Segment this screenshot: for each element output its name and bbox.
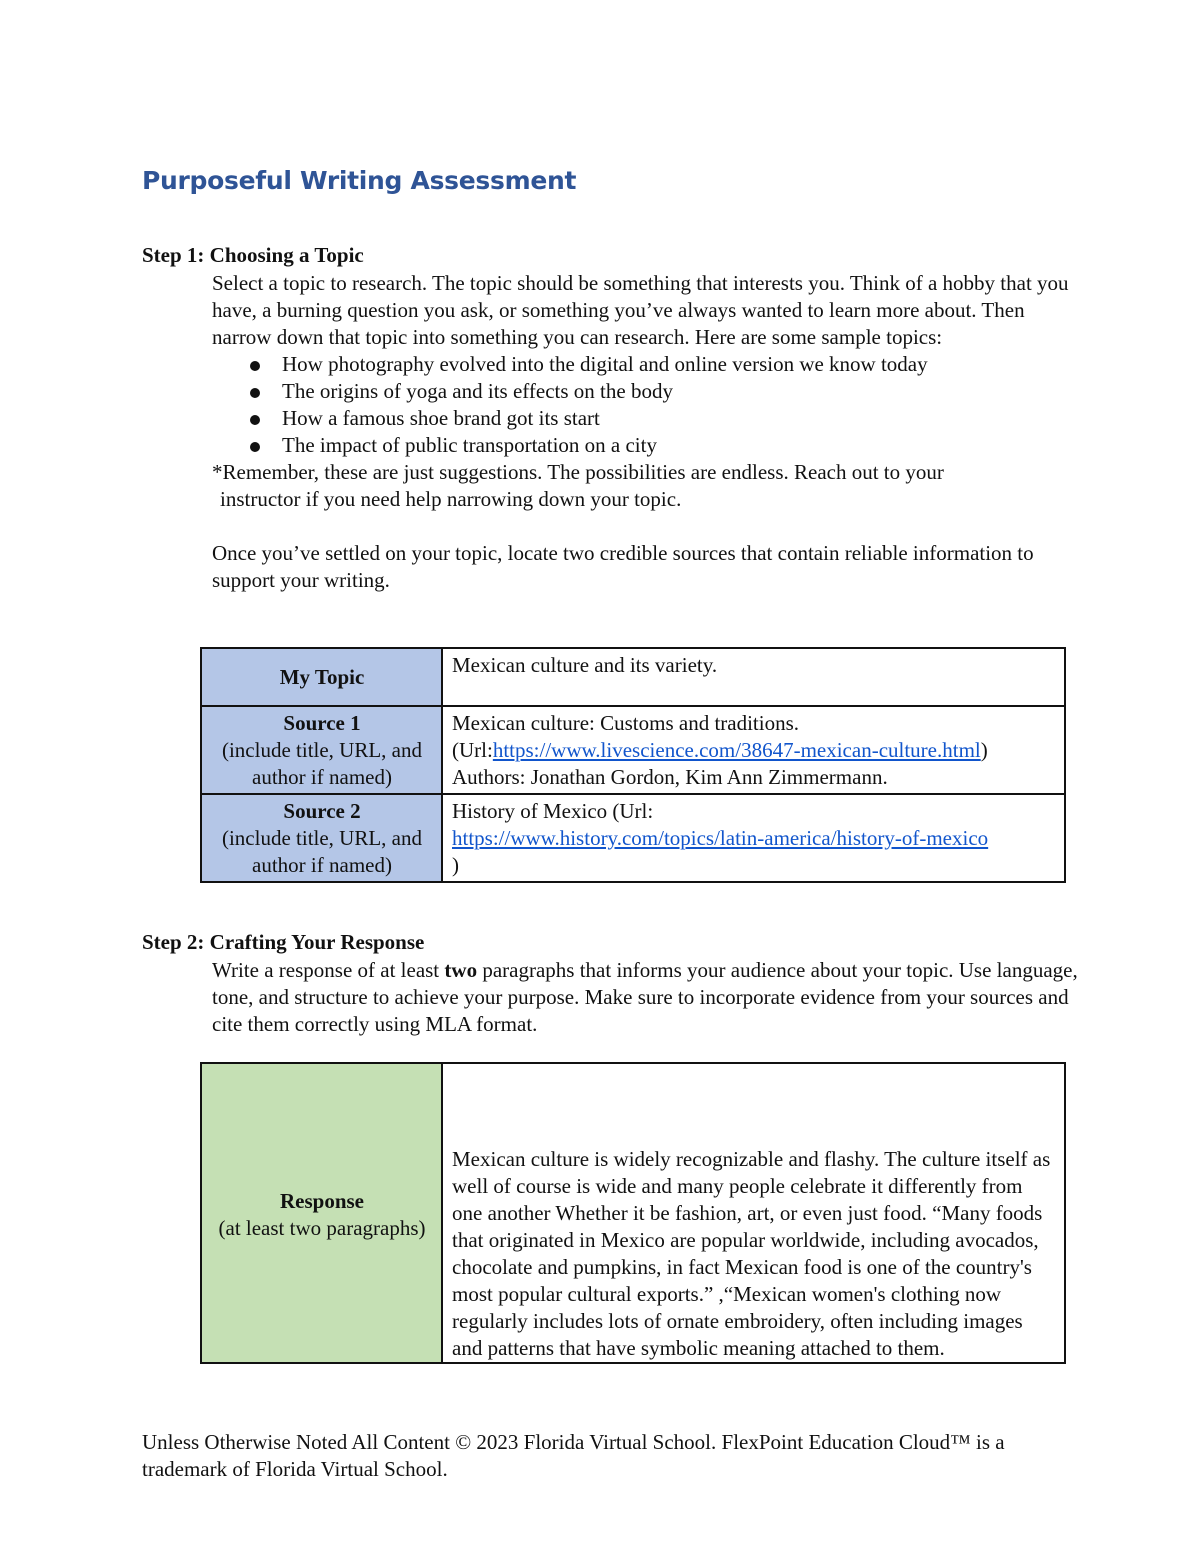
source2-label: Source 2 xyxy=(283,799,361,823)
source1-authors: Authors: Jonathan Gordon, Kim Ann Zimmermann. xyxy=(452,765,888,789)
topic-value: Mexican culture and its variety. xyxy=(452,653,718,677)
response-label-cell xyxy=(201,1063,442,1363)
source2-value-cell[interactable] xyxy=(442,794,1065,882)
step2-instructions xyxy=(212,957,1082,1038)
table-row xyxy=(201,706,1065,794)
list-item-text: The impact of public transportation on a city xyxy=(282,433,657,457)
sources-table xyxy=(200,647,1066,883)
note-line-1: *Remember, these are just suggestions. The possibilities are endless. Reach out to your xyxy=(212,460,944,484)
source2-sublabel: (include title, URL, and author if named) xyxy=(221,826,423,877)
bullet-icon xyxy=(250,415,260,425)
source2-title: History of Mexico (Url: xyxy=(452,799,654,823)
table-row xyxy=(201,794,1065,882)
source1-label-cell xyxy=(201,706,442,794)
source1-value-cell[interactable] xyxy=(442,706,1065,794)
source2-suffix: ) xyxy=(452,853,459,877)
table-row xyxy=(201,648,1065,706)
step2-text-bold: two xyxy=(444,958,478,982)
note-line-2: instructor if you need help narrowing down your topic. xyxy=(220,487,682,511)
page-title: Purposeful Writing Assessment xyxy=(142,166,577,195)
step1-intro: Select a topic to research. The topic should be something that interests you. Think of a hobby that you have, a burning question you ask, or something you’ve always wanted to learn more about. Then narrow down that topic into something you can research. Here are some sample topics: xyxy=(212,271,1069,349)
topic-value-cell[interactable] xyxy=(442,648,1065,706)
step2-text-before: Write a response of at least xyxy=(212,958,445,982)
topic-label-cell xyxy=(201,648,442,706)
source1-sublabel: (include title, URL, and author if named) xyxy=(221,738,423,789)
step2-heading: Step 2: Crafting Your Response xyxy=(142,930,425,954)
step1-body xyxy=(212,270,1082,594)
list-item xyxy=(212,432,1082,459)
step2-text-after: paragraphs that informs your audience about your topic. Use language, tone, and structure to achieve your purpose. Make sure to incorporate evidence from your sources and cite them correctly using MLA format. xyxy=(212,958,1078,1036)
source1-url-link[interactable]: https://www.livescience.com/38647-mexican-culture.html xyxy=(492,738,981,762)
spacer xyxy=(212,513,1082,540)
step2-body xyxy=(212,957,1082,1038)
list-item-text: The origins of yoga and its effects on the body xyxy=(282,379,673,403)
bullet-icon xyxy=(250,442,260,452)
source1-title: Mexican culture: Customs and traditions. xyxy=(452,711,800,735)
list-item xyxy=(212,378,1082,405)
list-item xyxy=(212,405,1082,432)
response-text: Mexican culture is widely recognizable and flashy. The culture itself as well of course is wide and many people celebrate it differently from one another Whether it be fashion, art, or even just food. “Many foods that originated in Mexico are popular worldwide, including avocados, chocolate and pumpkins, in fact Mexican food is one of the country's most popular cultural exports.” ,“Mexican women's clothing now regularly includes lots of ornate embroidery, often including images and patterns that have symbolic meaning attached to them. xyxy=(452,1147,1051,1360)
topic-label: My Topic xyxy=(279,665,365,689)
list-item-text: How photography evolved into the digital and online version we know today xyxy=(282,352,928,376)
response-table xyxy=(200,1062,1066,1364)
source2-url-link[interactable]: https://www.history.com/topics/latin-america/history-of-mexico xyxy=(452,826,989,850)
source1-label: Source 1 xyxy=(283,711,361,735)
footer-copyright: Unless Otherwise Noted All Content © 2023 Florida Virtual School. FlexPoint Education Cloud™ is a trademark of Florida Virtual School. xyxy=(142,1430,1005,1481)
list-item xyxy=(212,351,1082,378)
table-row xyxy=(201,1063,1065,1363)
step1-followup: Once you’ve settled on your topic, locate two credible sources that contain reliable information to support your writing. xyxy=(212,541,1034,592)
bullet-icon xyxy=(250,388,260,398)
sample-topics-list xyxy=(212,351,1082,459)
source1-url-prefix: (Url: xyxy=(452,738,493,762)
response-label: Response xyxy=(279,1188,364,1213)
response-text-cell[interactable] xyxy=(442,1063,1065,1363)
step1-heading: Step 1: Choosing a Topic xyxy=(142,243,364,267)
list-item-text: How a famous shoe brand got its start xyxy=(282,406,600,430)
response-sublabel: (at least two paragraphs) xyxy=(218,1215,426,1240)
bullet-icon xyxy=(250,361,260,371)
source2-label-cell xyxy=(201,794,442,882)
source1-url-suffix: ) xyxy=(980,738,988,762)
